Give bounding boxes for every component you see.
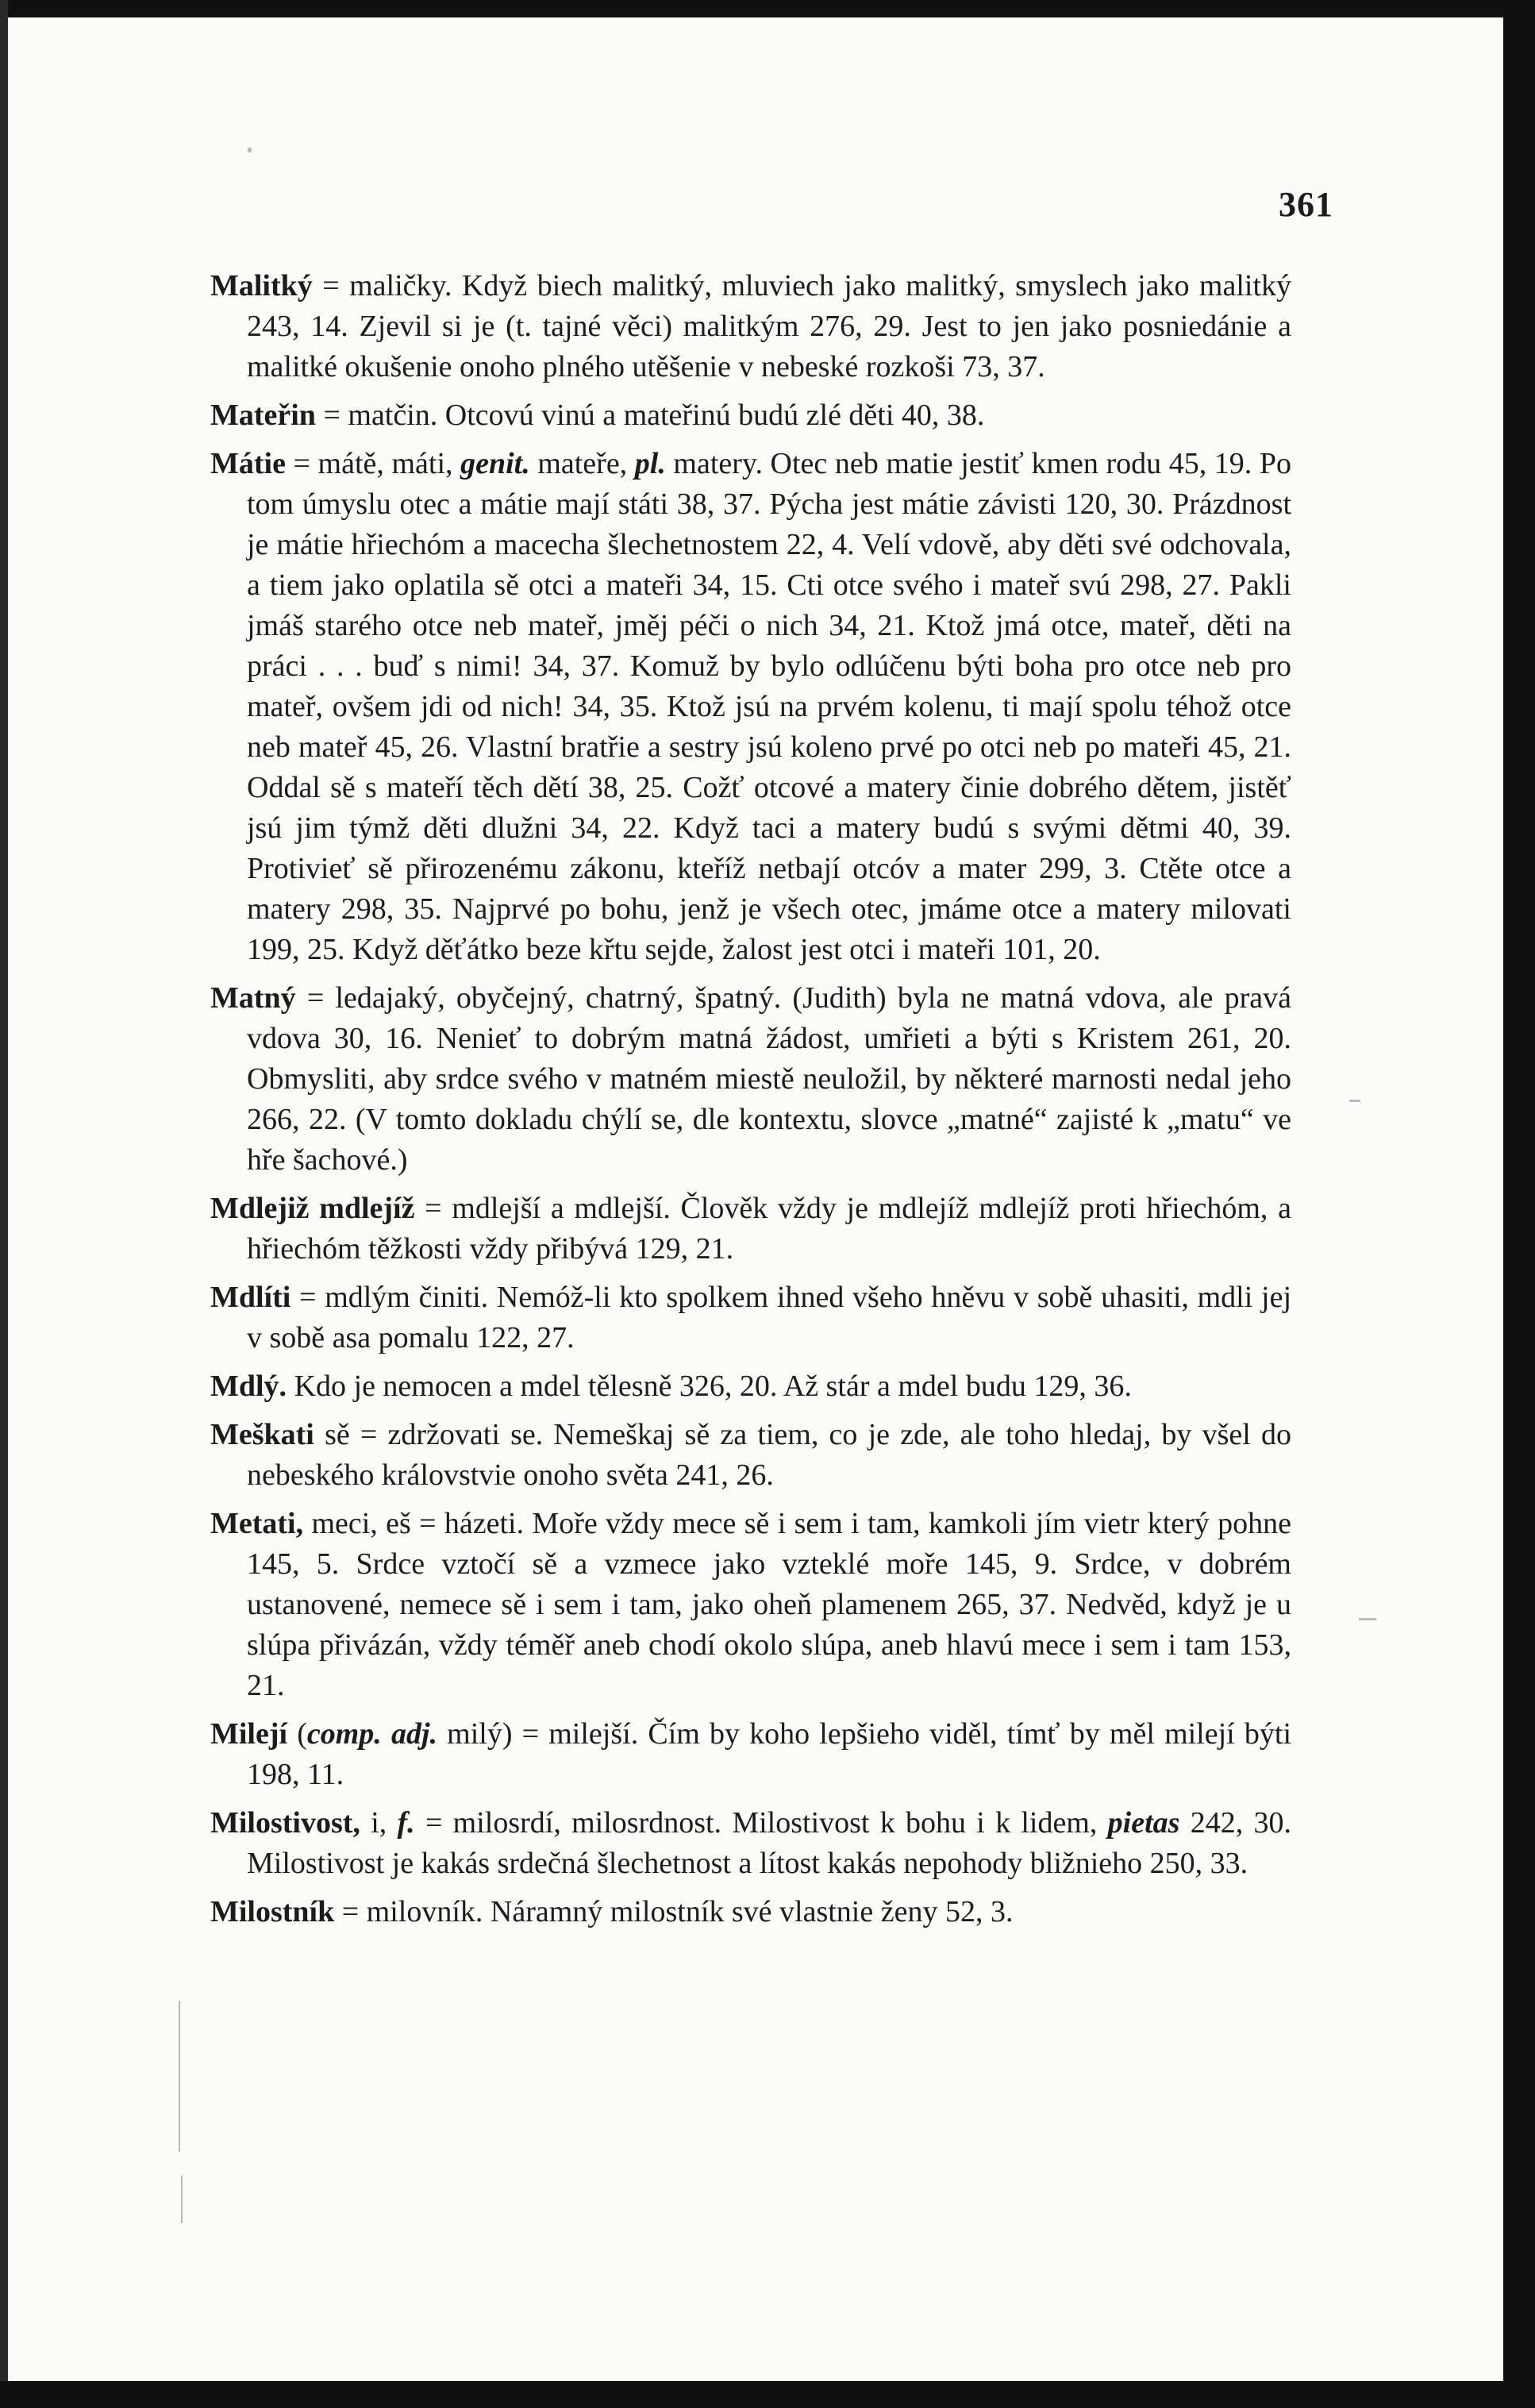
dictionary-entry [210,395,1291,436]
entry-headword: Mateřin [210,399,316,432]
dictionary-entry [210,1415,1291,1496]
dictionary-entry [210,1189,1291,1269]
entry-headword: Milostivost, [210,1806,360,1840]
scan-border-bottom [0,2381,1535,2408]
scan-border-left [0,0,8,2408]
entry-text: = mdlejší a mdlejší. Člověk vždy je mdlejíž mdlejíž proti hřiechóm, a hřiechóm těžkosti vždy přibývá 129, 21. [247,1192,1291,1266]
entry-headword: Milostník [210,1895,335,1928]
entry-headword: Mdlý. [210,1370,287,1403]
entry-text: meci, eš = házeti. Moře vždy mece sě i sem i tam, kamkoli jím vietr který pohne 145, 5. Srdce vztočí sě a vzmece jako vzteklé moře 145, 9. Srdce, v dobrém ustanovené, nemece sě i sem i tam, jako oheň plamenem 265, 37. Nedvěd, když je u slúpa přivázán, vždy téměř aneb chodí okolo slúpa, aneb hlavú mece i sem i tam 153, 21. [247,1507,1291,1702]
scan-mark [181,2175,183,2223]
entry-text: sě = zdržovati se. Nemeškaj sě za tiem, co je zde, ale toho hledaj, by všel do nebeského královstvie onoho světa 241, 26. [247,1418,1291,1492]
dictionary-entry [210,978,1291,1181]
entry-text: i, [360,1806,398,1840]
dictionary-entry [210,1714,1291,1795]
dictionary-entries [210,266,1291,1940]
entry-headword: Metati, [210,1507,304,1540]
dictionary-entry [210,266,1291,387]
entry-text: milý) = milejší. Čím by koho lepšieho viděl, tímť by měl milejí býti 198, 11. [247,1717,1291,1791]
entry-text: 242, 30. Milostivost je kakás srdečná šlechetnost a lítost kakás nepohody bližnieho 250, 33. [247,1806,1291,1880]
entry-headword: Mdlejiž mdlejíž [210,1192,415,1225]
scan-speck [248,148,252,152]
dictionary-entry [210,1277,1291,1358]
scan-mark [179,2001,180,2152]
entry-headword: Malitký [210,269,313,302]
dictionary-entry [210,1892,1291,1932]
scan-speck [1359,1618,1376,1620]
latin-term: pietas [1107,1806,1180,1840]
grammar-abbreviation: pl. [634,447,666,480]
page-number: 361 [1279,185,1333,224]
entry-headword: Matný [210,981,296,1015]
scan-speck [1349,1100,1360,1102]
entry-text: = milosrdí, milosrdnost. Milostivost k bohu i k lidem, [414,1806,1108,1840]
grammar-abbreviation: f. [397,1806,415,1840]
entry-headword: Meškati [210,1418,314,1451]
dictionary-entry [210,1803,1291,1884]
entry-text: mateře, [529,447,635,480]
entry-text: = mdlým činiti. Nemóž-li kto spolkem ihned všeho hněvu v sobě uhasiti, mdli jej v sobě asa pomalu 122, 27. [247,1281,1291,1354]
dictionary-entry [210,1366,1291,1407]
entry-headword: Milejí [210,1717,288,1751]
dictionary-entry [210,444,1291,970]
grammar-abbreviation: comp. adj. [306,1717,438,1751]
entry-text: = ledajaký, obyčejný, chatrný, špatný. (Judith) byla ne matná vdova, ale pravá vdova 30, 16. Nenieť to dobrým matná žádost, umřieti a býti s Kristem 261, 20. Obmysliti, aby srdce svého v matném miestě neuložil, by některé marnosti nedal jeho 266, 22. (V tomto dokladu chýlí se, dle kontextu, slovce „matné“ zajisté k „matu“ ve hře šachové.) [247,981,1291,1177]
entry-headword: Mátie [210,447,286,480]
entry-text: = milovník. Náramný milostník své vlastnie ženy 52, 3. [334,1895,1014,1928]
scan-border-right [1503,0,1535,2408]
entry-text: Kdo je nemocen a mdel tělesně 326, 20. Až stár a mdel budu 129, 36. [287,1370,1132,1403]
entry-text: = mátě, máti, [285,447,461,480]
entry-text: matery. Otec neb matie jestiť kmen rodu 45, 19. Po tom úmyslu otec a mátie mají státi 38, 37. Pýcha jest mátie závisti 120, 30. Prázdnost je mátie hřiechóm a macecha šlechetnostem 22, 4. Velí vdově, aby děti své odchovala, a tiem jako oplatila sě otci a mateři 34, 15. Cti otce svého i mateř svú 298, 27. Pakli jmáš starého otce neb mateř, jměj péči o nich 34, 21. Ktož jmá otce, mateř, děti na práci . . . buď s nimi! 34, 37. Komuž by bylo odlúčenu býti boha pro otce neb pro mateř, ovšem jdi od nich! 34, 35. Ktož jsú na prvém kolenu, ti mají spolu téhož otce neb mateř 45, 26. Vlastní bratřie a sestry jsú koleno prvé po otci neb po mateři 45, 21. Oddal sě s mateří těch dětí 38, 25. Cožť otcové a matery činie dobrého dětem, jistěť jsú jim týmž děti dlužni 34, 22. Když taci a matery budú s svými dětmi 40, 39. Protivieť sě přirozenému zákonu, kteříž netbají otcóv a mater 299, 3. Ctěte otce a matery 298, 35. Najprvé po bohu, jenž je všech otec, jmáme otce a matery milovati 199, 25. Když děťátko beze křtu sejde, žalost jest otci i mateři 101, 20. [247,447,1291,966]
entry-text: = maličky. Když biech malitký, mluviech jako malitký, smyslech jako malitký 243, 14. Zjevil si je (t. tajné věci) malitkým 276, 29. Jest to jen jako posniedánie a malitké okušenie onoho plného utěšenie v nebeské rozkoši 73, 37. [247,269,1291,383]
entry-headword: Mdlíti [210,1281,291,1314]
dictionary-entry [210,1504,1291,1706]
grammar-abbreviation: genit. [460,447,530,480]
scan-border-top [0,0,1535,17]
entry-text: ( [287,1717,307,1751]
entry-text: = matčin. Otcovú vinú a mateřinú budú zlé děti 40, 38. [315,399,985,432]
